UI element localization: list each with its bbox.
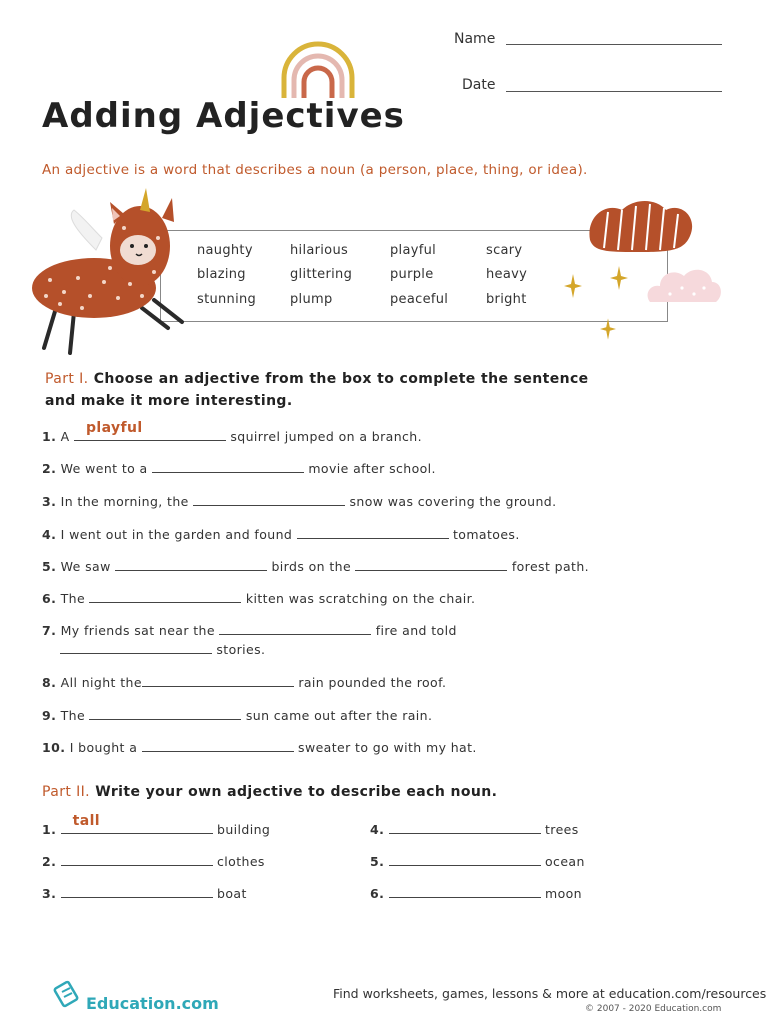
sentence-9: 9. The sun came out after the rain. (42, 708, 433, 723)
answer-blank[interactable] (355, 558, 507, 571)
answer-blank[interactable] (89, 707, 241, 720)
answer-blank[interactable] (74, 420, 226, 441)
sentence-1: 1. A playful squirrel jumped on a branch. (42, 420, 422, 444)
brand-name[interactable]: Education.com (86, 994, 219, 1013)
noun-item-5: 5. ocean (370, 854, 585, 869)
part2-label: Part II. (42, 784, 90, 800)
word-bank-word: bright (486, 292, 527, 307)
word-bank-word: hilarious (290, 243, 349, 258)
part2-heading (42, 784, 497, 800)
word-bank-word: glittering (290, 267, 353, 282)
part1-label: Part I. (45, 371, 89, 387)
word-bank-word: purple (390, 267, 434, 282)
word-bank-word: playful (390, 243, 437, 258)
date-label: Date (462, 77, 496, 93)
name-label: Name (454, 31, 496, 47)
star-icon (564, 274, 582, 298)
noun-item-6: 6. moon (370, 886, 582, 901)
sentence-10: 10. I bought a sweater to go with my hat. (42, 740, 477, 755)
heart-cloud-icon (586, 198, 696, 256)
star-icon (610, 266, 628, 290)
answer-blank[interactable] (142, 674, 294, 687)
answer-blank[interactable] (89, 590, 241, 603)
word-bank-word: scary (486, 243, 523, 258)
sentence-2: 2. We went to a movie after school. (42, 461, 436, 476)
date-field[interactable] (506, 91, 722, 92)
answer-blank[interactable] (389, 853, 541, 866)
answer-blank[interactable] (152, 460, 304, 473)
footer-copyright: © 2007 - 2020 Education.com (585, 1004, 722, 1014)
page-subtitle: An adjective is a word that describes a noun (a person, place, thing, or idea). (42, 162, 588, 178)
word-bank-word: heavy (486, 267, 528, 282)
answer-blank[interactable] (193, 493, 345, 506)
part1-heading (45, 371, 589, 387)
sentence-7: 7. My friends sat near the fire and told (42, 623, 457, 638)
word-bank-word: peaceful (390, 292, 449, 307)
answer-blank[interactable] (389, 821, 541, 834)
footer-tagline[interactable]: Find worksheets, games, lessons & more at education.com/resources (333, 986, 767, 1001)
answer-blank[interactable] (389, 885, 541, 898)
answer-blank[interactable] (115, 558, 267, 571)
rainbow-icon (278, 40, 358, 100)
sentence-4: 4. I went out in the garden and found tomatoes. (42, 527, 520, 542)
noun-item-1: 1. tall building (42, 813, 271, 837)
word-bank-word: naughty (197, 243, 253, 258)
llama-illustration (30, 188, 190, 363)
answer-blank[interactable] (297, 526, 449, 539)
page-title: Adding Adjectives (42, 96, 405, 136)
sentence-8: 8. All night the rain pounded the roof. (42, 675, 447, 690)
word-bank-word: blazing (197, 267, 246, 282)
answer-blank[interactable] (219, 622, 371, 635)
part1-instruction: Choose an adjective from the box to complete the sentence (93, 371, 589, 387)
noun-item-2: 2. clothes (42, 854, 265, 869)
sentence-6: 6. The kitten was scratching on the chair. (42, 591, 476, 606)
part2-instruction: Write your own adjective to describe each noun. (95, 784, 498, 800)
answer-blank[interactable] (142, 739, 294, 752)
answer-blank[interactable] (61, 853, 213, 866)
name-field[interactable] (506, 44, 722, 45)
star-icon (600, 318, 616, 340)
sentence-7-continued: stories. (60, 641, 265, 657)
part1-instruction-line2: and make it more interesting. (45, 393, 293, 409)
word-bank-word: plump (290, 292, 333, 307)
answer-blank[interactable] (61, 885, 213, 898)
noun-item-4: 4. trees (370, 822, 579, 837)
sentence-3: 3. In the morning, the snow was covering the ground. (42, 494, 557, 509)
pink-cloud-icon (644, 264, 724, 306)
education-logo-icon (52, 980, 82, 1010)
word-bank-word: stunning (197, 292, 257, 307)
noun-item-3: 3. boat (42, 886, 247, 901)
sentence-5: 5. We saw birds on the forest path. (42, 559, 590, 574)
example-answer: playful (85, 420, 143, 436)
answer-blank[interactable] (60, 641, 212, 654)
example-answer: tall (72, 813, 100, 829)
